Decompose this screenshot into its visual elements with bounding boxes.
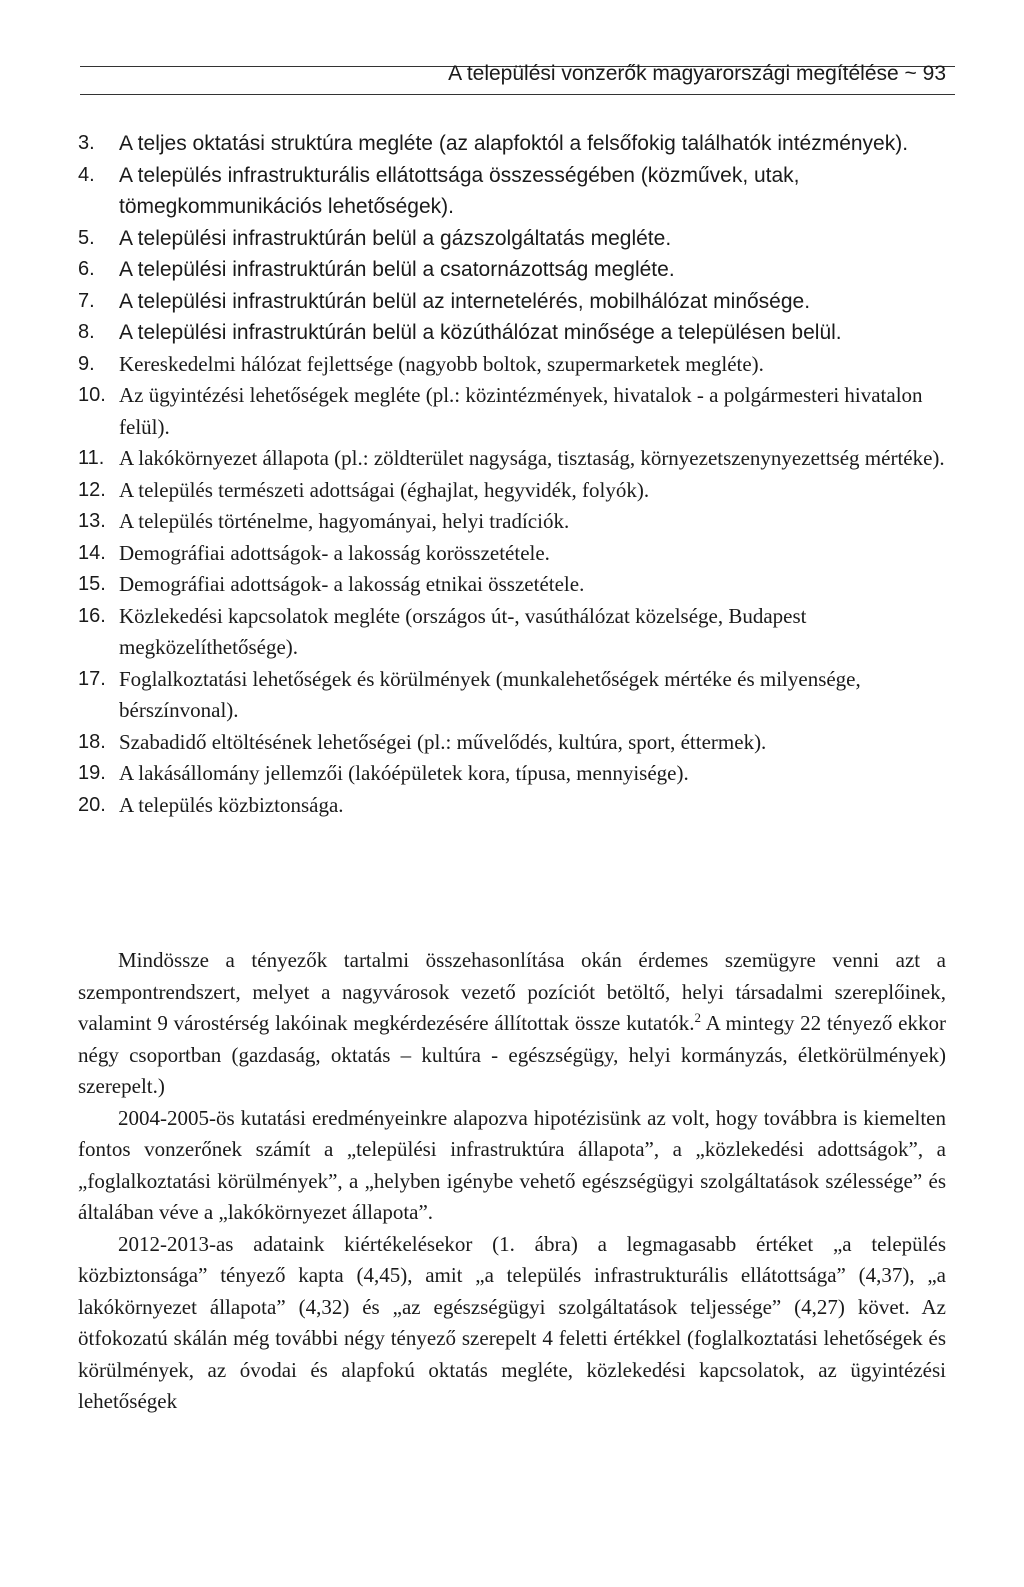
item-number: 13. <box>78 510 106 532</box>
list-item <box>78 506 948 538</box>
paragraph <box>78 945 946 1103</box>
item-number: 15. <box>78 573 106 595</box>
item-number: 10. <box>78 384 106 406</box>
item-text: A település közbiztonsága. <box>119 792 344 817</box>
item-text: A települési infrastruktúrán belül az internetelérés, mobilhálózat minősége. <box>119 289 811 313</box>
list-item <box>78 601 948 664</box>
list-item <box>78 475 948 507</box>
item-number: 12. <box>78 478 106 501</box>
item-number: 11. <box>78 447 105 469</box>
body-text <box>78 945 946 1418</box>
item-text: A települési infrastruktúrán belül a csatornázottság megléte. <box>119 258 675 281</box>
item-text: Szabadidő eltöltésének lehetőségei (pl.: művelődés, kultúra, sport, éttermek). <box>119 729 767 754</box>
item-text: Demográfiai adottságok- a lakosság etnikai összetétele. <box>119 572 585 596</box>
list-item <box>78 223 948 255</box>
item-number: 19. <box>78 762 106 784</box>
item-number: 16. <box>78 604 106 627</box>
item-number: 7. <box>78 289 95 312</box>
item-number: 17. <box>78 667 106 690</box>
list-item <box>78 790 948 822</box>
item-number: 14. <box>78 541 106 564</box>
list-item <box>78 569 948 601</box>
item-text: A települési infrastruktúrán belül a gázszolgáltatás megléte. <box>119 226 672 250</box>
running-header <box>80 58 960 98</box>
item-text: Foglalkoztatási lehetőségek és körülmények (munkalehetőségek mértéke és milyensége, bérszínvonal). <box>119 666 861 722</box>
paragraph-text: Mindössze a tényezők tartalmi összehasonlítása okán érdemes szemügyre venni azt a szempontrendszert, melyet a nagyvárosok vezető pozíciót betöltő, helyi társadalmi szereplőinek, valamint 9 várostérség lakóinak megkérdezésére állítottak össze kutatók. <box>78 948 946 1035</box>
item-text: A település infrastrukturális ellátottsága összességében (közművek, utak, tömegkommunikációs lehetőségek). <box>119 163 800 218</box>
list-item <box>78 286 948 318</box>
list-item <box>78 317 948 349</box>
list-item <box>78 254 948 286</box>
list-item <box>78 380 948 443</box>
item-text: A település természeti adottságai (éghajlat, hegyvidék, folyók). <box>119 477 650 502</box>
item-text: A lakókörnyezet állapota (pl.: zöldterület nagysága, tisztaság, környezetszenynyezettség mértéke). <box>119 446 945 470</box>
item-number: 9. <box>78 352 95 375</box>
list-item <box>78 160 948 223</box>
item-number: 3. <box>78 132 95 154</box>
item-number: 5. <box>78 226 95 249</box>
item-number: 4. <box>78 163 95 186</box>
item-text: A település történelme, hagyományai, helyi tradíciók. <box>119 509 570 533</box>
paragraph-text: A mintegy 22 tényező ekkor négy csoportban (gazdaság, oktatás – kultúra - egészségügy, helyi kormányzás, életkörülmények) szerepelt.) <box>78 1011 946 1098</box>
factor-list <box>78 128 948 821</box>
item-text: Az ügyintézési lehetőségek megléte (pl.: közintézmények, hivatalok - a polgármesteri hivatalon felül). <box>119 383 923 439</box>
list-item <box>78 349 948 381</box>
list-item <box>78 443 948 475</box>
paragraph: 2012-2013-as adataink kiértékelésekor (1. ábra) a legmagasabb értéket „a település közbiztonsága” tényező kapta (4,45), amit „a település infrastrukturális ellátottsága” (4,37), „a lakókörnyezet állapota” (4,32) és „az egészségügyi szolgáltatások teljessége” (4,27) követ. Az ötfokozatú skálán még további négy tényező szerepelt 4 feletti értékkel (foglalkoztatási lehetőségek és körülmények, az óvodai és alapfokú oktatás megléte, közlekedési kapcsolatok, az ügyintézési lehetőségek <box>78 1231 946 1413</box>
list-item <box>78 538 948 570</box>
item-text: Kereskedelmi hálózat fejlettsége (nagyobb boltok, szupermarketek megléte). <box>119 351 764 376</box>
item-number: 18. <box>78 730 106 753</box>
header-bottom-rule <box>80 94 955 95</box>
item-text: A települési infrastruktúrán belül a közúthálózat minősége a településen belül. <box>119 321 842 344</box>
item-text: Közlekedési kapcsolatok megléte (országos út-, vasúthálózat közelsége, Budapest megközelíthetősége). <box>119 603 807 659</box>
list-item <box>78 758 948 790</box>
running-title: A települési vonzerők magyarországi megítélése ~ 93 <box>448 62 946 85</box>
footnote-marker[interactable]: 2 <box>694 1010 701 1025</box>
item-number: 8. <box>78 321 95 343</box>
paragraph: 2004-2005-ös kutatási eredményeinkre alapozva hipotézisünk az volt, hogy továbbra is kiemelten fontos vonzerőnek számít a „települési infrastruktúra állapota”, a „közlekedési adottságok”, a „foglalkoztatási körülmények”, a „helyben igénybe vehető egészségügyi szolgáltatások szélessége” és általában véve a „lakókörnyezet állapota”. <box>78 1105 946 1224</box>
item-number: 6. <box>78 258 95 280</box>
list-item <box>78 727 948 759</box>
item-text: A teljes oktatási struktúra megléte (az alapfoktól a felsőfokig találhatók intézmények). <box>119 132 909 155</box>
list-item <box>78 128 948 160</box>
item-number: 20. <box>78 793 106 816</box>
item-text: Demográfiai adottságok- a lakosság korösszetétele. <box>119 540 550 565</box>
item-text: A lakásállomány jellemzői (lakóépületek kora, típusa, mennyisége). <box>119 761 689 785</box>
list-item <box>78 664 948 727</box>
